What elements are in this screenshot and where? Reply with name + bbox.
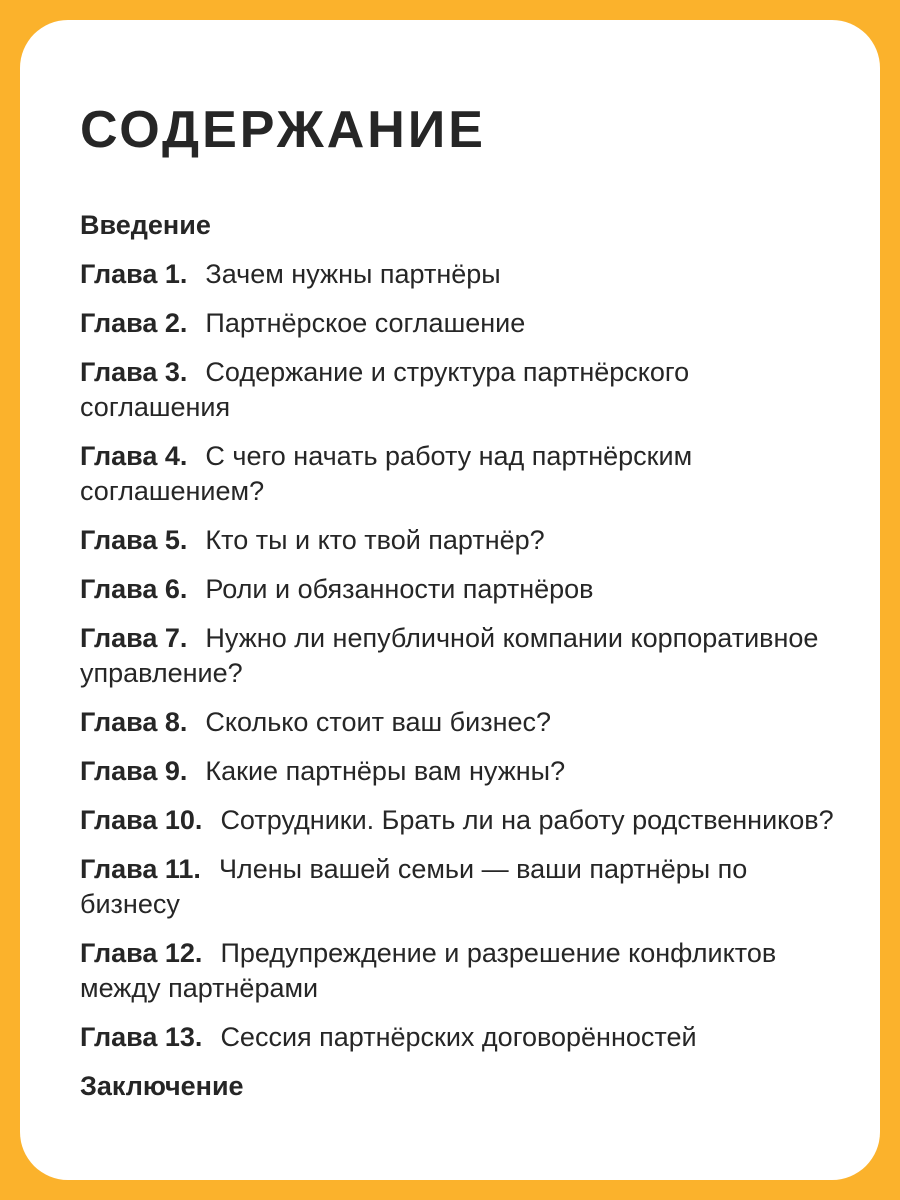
toc-item-chapter-1[interactable] (80, 257, 840, 292)
chapter-title: Содержание и структура партнёрского соглашения (80, 357, 690, 422)
chapter-title: Роли и обязанности партнёров (205, 574, 594, 604)
table-of-contents (80, 208, 840, 1118)
chapter-title: С чего начать работу над партнёрским соглашением? (80, 441, 693, 506)
chapter-title: Кто ты и кто твой партнёр? (205, 525, 545, 555)
toc-item-chapter-10[interactable] (80, 803, 840, 838)
content-card (20, 20, 880, 1180)
chapter-number: Глава 4. (80, 441, 188, 471)
chapter-title: Предупреждение и разрешение конфликтов между партнёрами (80, 938, 777, 1003)
toc-item-chapter-5[interactable] (80, 523, 840, 558)
chapter-number: Глава 13. (80, 1022, 203, 1052)
toc-item-chapter-12[interactable] (80, 936, 840, 1006)
chapter-number: Глава 11. (80, 854, 201, 884)
toc-item-chapter-6[interactable] (80, 572, 840, 607)
toc-item-chapter-4[interactable] (80, 439, 840, 509)
chapter-number: Глава 9. (80, 756, 188, 786)
toc-item-chapter-8[interactable] (80, 705, 840, 740)
toc-item-introduction[interactable] (80, 208, 840, 243)
chapter-title: Члены вашей семьи — ваши партнёры по бизнесу (80, 854, 748, 919)
toc-item-conclusion[interactable] (80, 1069, 840, 1104)
toc-item-chapter-11[interactable] (80, 852, 840, 922)
chapter-number: Глава 6. (80, 574, 188, 604)
chapter-title: Сколько стоит ваш бизнес? (205, 707, 552, 737)
chapter-title: Зачем нужны партнёры (205, 259, 501, 289)
chapter-number: Глава 10. (80, 805, 203, 835)
page-title: СОДЕРЖАНИЕ (80, 101, 486, 159)
toc-item-chapter-9[interactable] (80, 754, 840, 789)
chapter-number: Глава 2. (80, 308, 188, 338)
chapter-number: Глава 8. (80, 707, 188, 737)
chapter-number: Глава 7. (80, 623, 188, 653)
chapter-number: Глава 5. (80, 525, 188, 555)
toc-item-chapter-2[interactable] (80, 306, 840, 341)
chapter-title: Сотрудники. Брать ли на работу родственников? (220, 805, 834, 835)
chapter-title: Партнёрское соглашение (205, 308, 526, 338)
toc-item-chapter-7[interactable] (80, 621, 840, 691)
chapter-title: Нужно ли непубличной компании корпоративное управление? (80, 623, 819, 688)
toc-intro-label: Введение (80, 210, 211, 240)
chapter-title: Сессия партнёрских договорённостей (220, 1022, 697, 1052)
toc-item-chapter-3[interactable] (80, 355, 840, 425)
chapter-number: Глава 12. (80, 938, 203, 968)
toc-conclusion-label: Заключение (80, 1071, 244, 1101)
chapter-number: Глава 1. (80, 259, 188, 289)
chapter-number: Глава 3. (80, 357, 188, 387)
toc-item-chapter-13[interactable] (80, 1020, 840, 1055)
chapter-title: Какие партнёры вам нужны? (205, 756, 566, 786)
